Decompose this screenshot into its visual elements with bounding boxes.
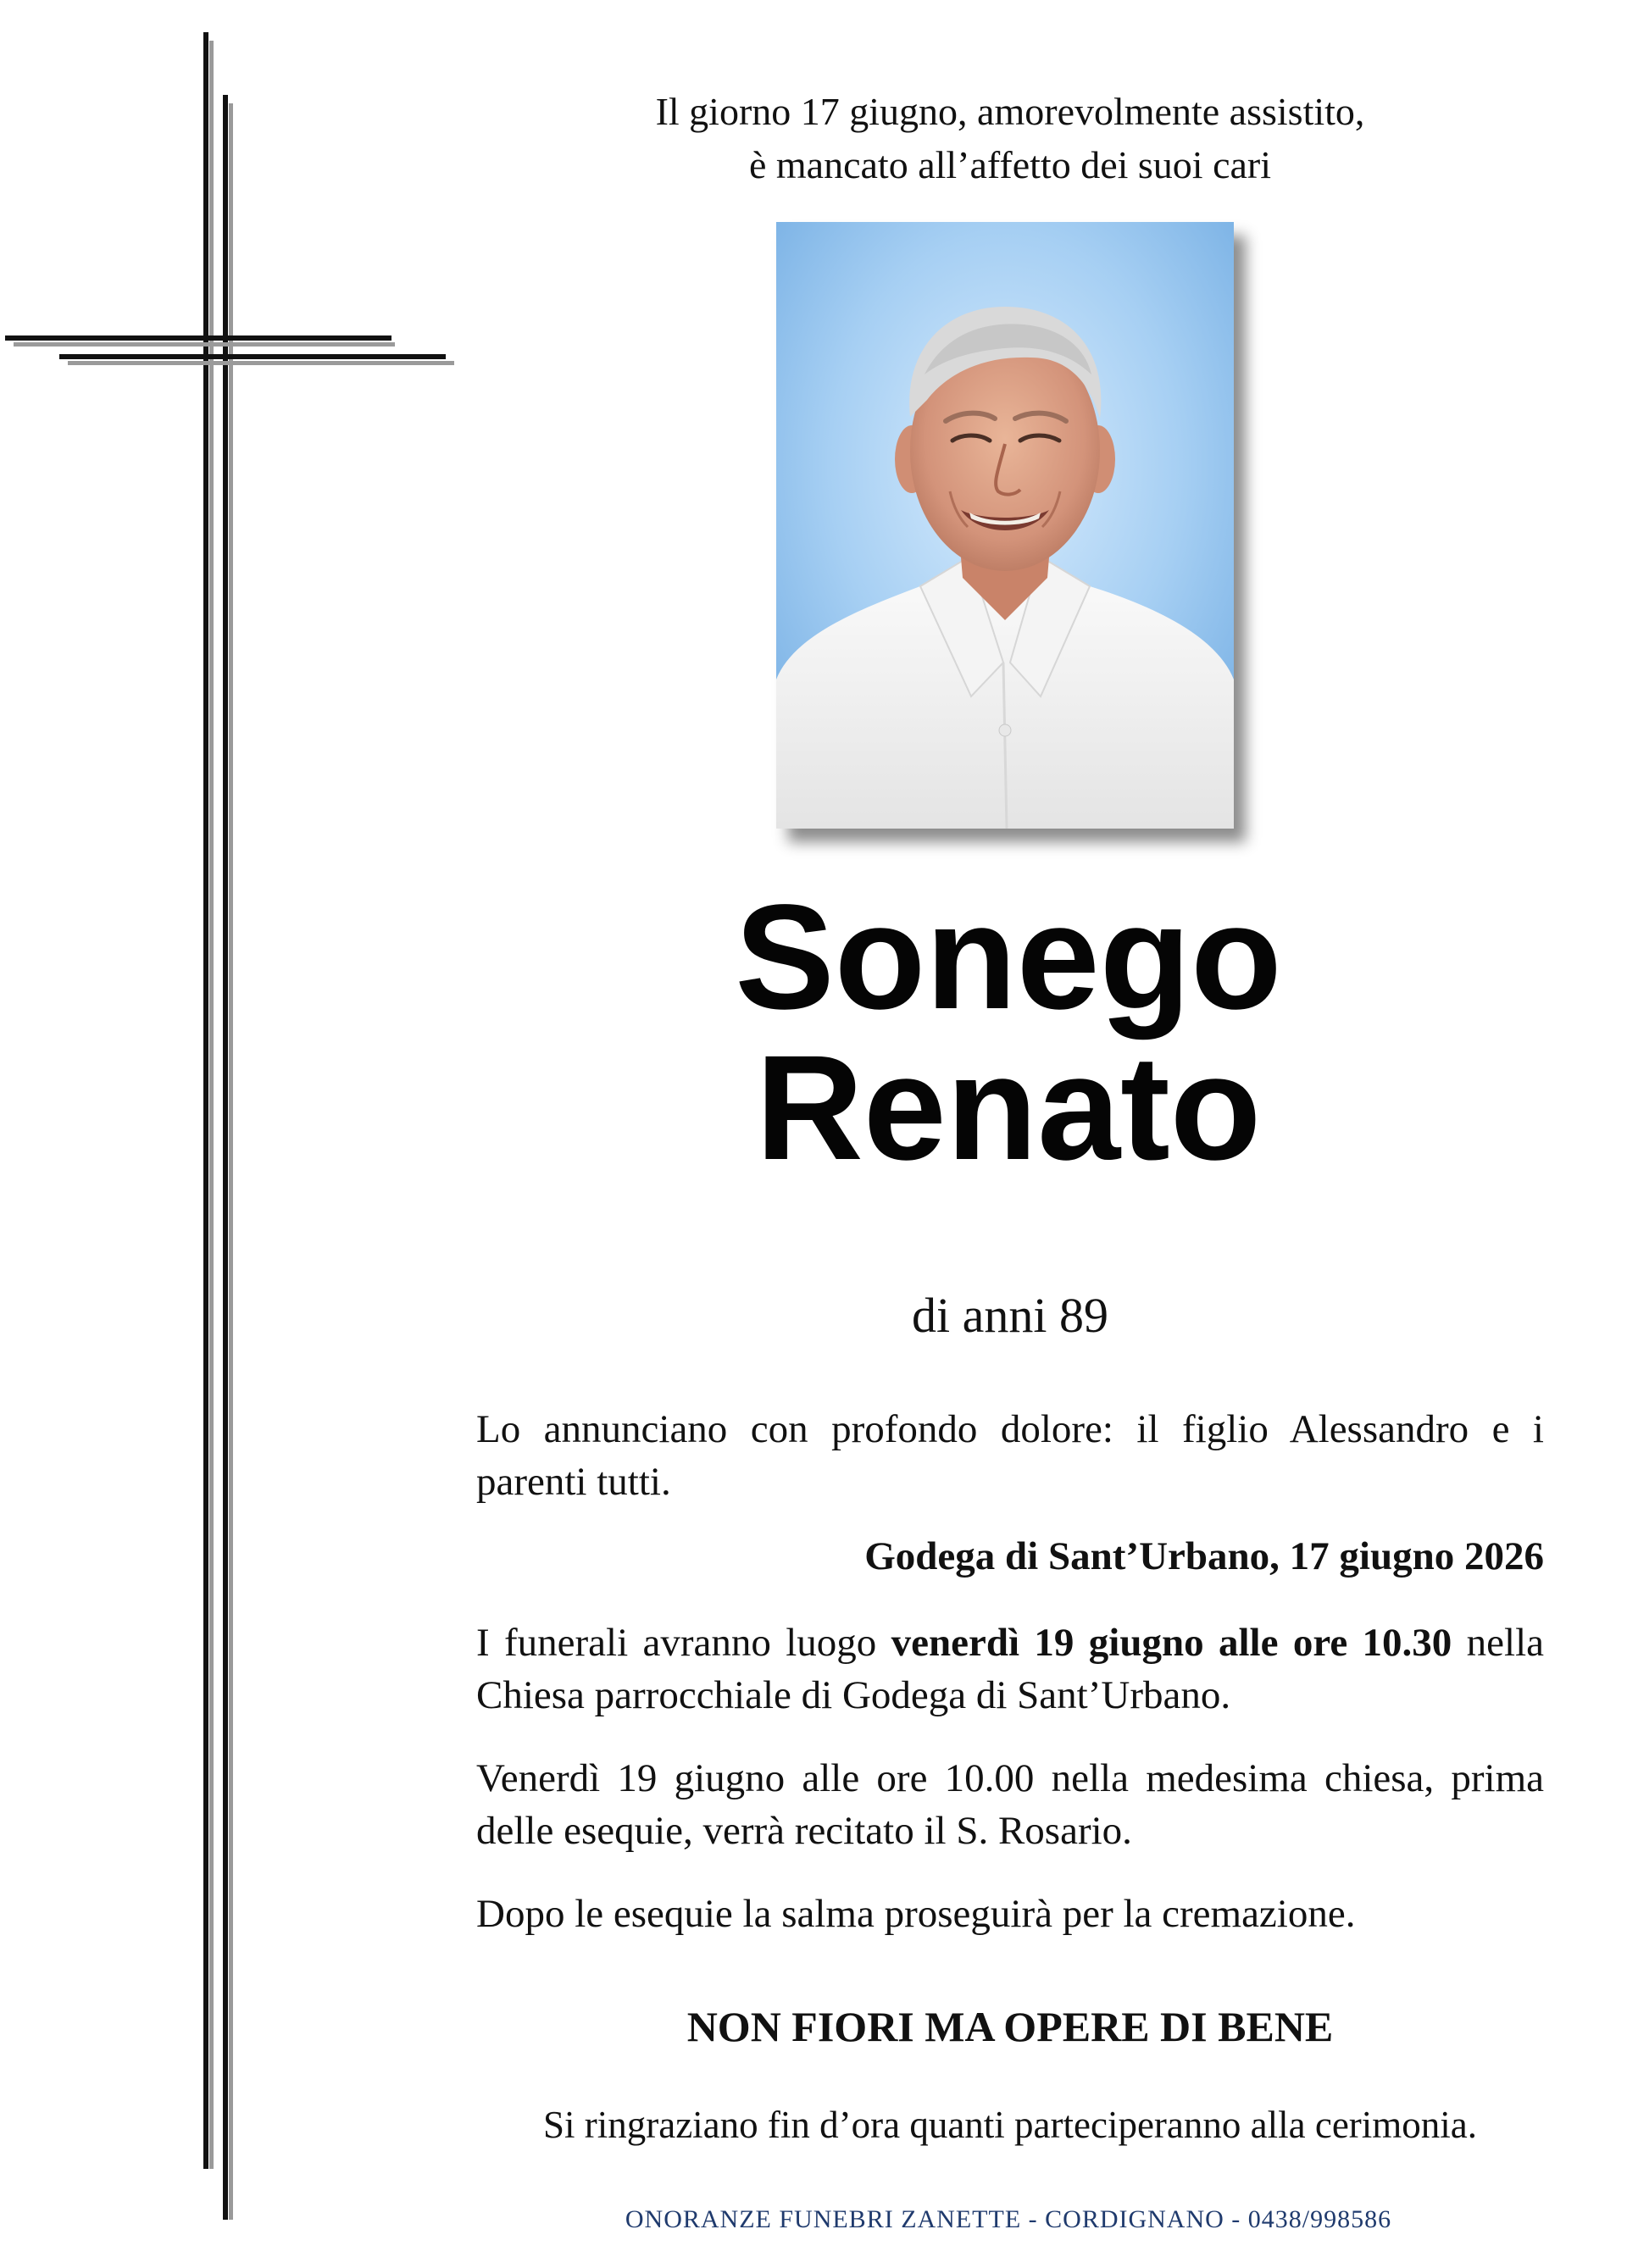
- deceased-surname: Sonego: [735, 874, 1282, 1040]
- portrait-photo: [776, 222, 1234, 829]
- deceased-given-name: Renato: [755, 1025, 1262, 1191]
- cross-horizontal-shadow: [68, 361, 454, 365]
- place-date: Godega di Sant’Urbano, 17 giugno 2026: [864, 1534, 1544, 1578]
- funeral-prefix: I funerali avranno luogo: [476, 1621, 891, 1665]
- intro-line-1: Il giorno 17 giugno, amorevolmente assistito,: [655, 90, 1365, 133]
- cross-horizontal-bar: [59, 354, 446, 359]
- age-text: di anni 89: [912, 1288, 1108, 1343]
- cross-icon: [0, 0, 475, 2254]
- cross-horizontal-bar: [5, 335, 391, 341]
- announcement-paragraph: Lo annunciano con profondo dolore: il figlio Alessandro e i parenti tutti.: [476, 1407, 1544, 1504]
- cross-vertical-bar: [223, 95, 228, 2220]
- funeral-home-footer: ONORANZE FUNEBRI ZANETTE - CORDIGNANO - 0438/998586: [625, 2205, 1392, 2233]
- funeral-paragraph: [476, 1616, 1544, 1722]
- cross-horizontal-shadow: [14, 342, 395, 347]
- thanks-text: Si ringraziano fin d’ora quanti parteciperanno alla cerimonia.: [542, 2104, 1478, 2146]
- portrait-image: [776, 222, 1234, 829]
- cremation-paragraph: Dopo le esequie la salma proseguirà per la cremazione.: [476, 1892, 1356, 1936]
- rosary-paragraph: Venerdì 19 giugno alle ore 10.00 nella medesima chiesa, prima delle esequie, verrà recitato il S. Rosario.: [476, 1756, 1544, 1853]
- intro-line-2: è mancato all’affetto dei suoi cari: [748, 143, 1272, 186]
- cross-vertical-shadow: [229, 103, 233, 2220]
- cross-vertical-shadow: [209, 41, 214, 2169]
- cross-vertical-bar: [203, 32, 208, 2169]
- motto-text: NON FIORI MA OPERE DI BENE: [686, 2003, 1334, 2050]
- funeral-datetime: venerdì 19 giugno alle ore 10.30: [891, 1621, 1452, 1665]
- funeral-suffix: nella Chiesa parrocchiale di Godega di Sant’Urbano.: [476, 1621, 1544, 1717]
- intro-text: [476, 85, 1544, 191]
- portrait-illustration: [776, 222, 1234, 829]
